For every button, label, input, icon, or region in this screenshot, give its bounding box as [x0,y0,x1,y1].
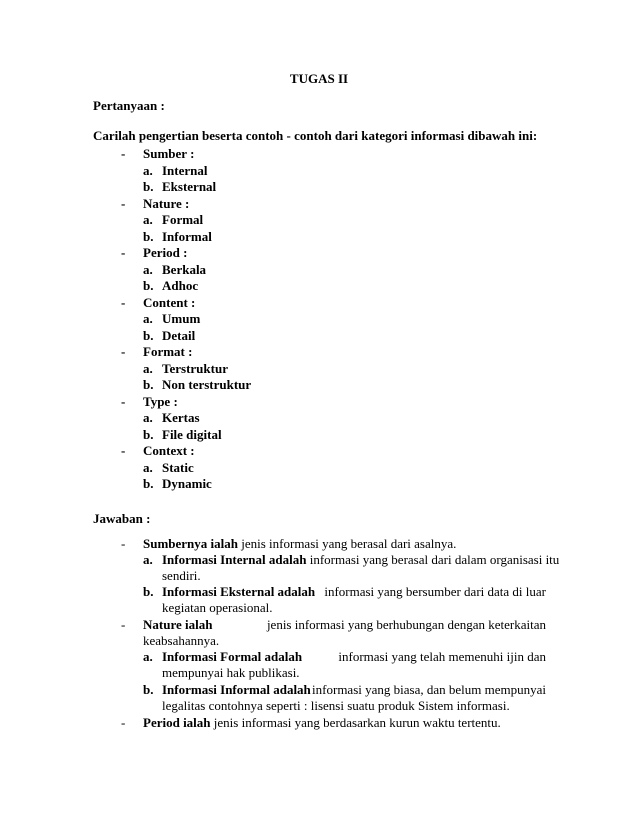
option-b-text: File digital [162,426,222,442]
option-a-text: Umum [162,311,201,326]
answer-nature-text: jenis informasi yang berhubungan dengan keterkaitan [266,617,546,632]
answer-label: a. [143,649,153,664]
option-label: b. [143,179,154,194]
option-a-text: Static [162,459,194,475]
option-label: a. [143,410,153,425]
answer-nature-line1 [143,617,546,633]
document-title: TUGAS II [289,71,349,86]
answer-sumber-b-line2: kegiatan operasional. [162,600,273,615]
answer-period-term: Period ialah [143,715,211,730]
question-bullet: - [121,146,126,161]
question-bullet: - [121,294,126,310]
option-label: a. [143,459,153,475]
answer-sumber-a-text: informasi yang berasal dari dalam organisasi itu [309,552,560,567]
option-a-text: Formal [162,212,204,227]
option-a-text: Berkala [162,261,207,277]
option-label: b. [143,278,154,293]
option-b-text: Dynamic [162,476,212,491]
answer-label: b. [143,584,154,599]
answer-sumber-b-text: informasi yang bersumber dari data di luar [324,584,546,599]
option-b-text: Eksternal [162,179,217,194]
question-heading: Type : [143,393,178,409]
answer-sumber-a-line2: sendiri. [162,568,201,583]
answer-nature-line2: keabsahannya. [143,633,220,648]
option-label: b. [143,327,154,343]
question-heading: Format : [143,344,193,359]
option-label: b. [143,228,154,244]
question-bullet: - [121,245,126,260]
option-b-text: Informal [162,228,212,244]
option-label: a. [143,212,153,227]
question-heading: Context : [143,443,195,458]
answer-nature-b-text: informasi yang biasa, dan belum mempunyai [312,682,546,697]
option-label: a. [143,261,153,277]
answer-nature-term: Nature ialah [143,617,213,632]
option-a-text: Kertas [162,410,200,425]
answer-bullet: - [121,536,126,551]
answer-nature-a-text: informasi yang telah memenuhi ijin dan [338,649,546,664]
question-heading: Period : [143,245,188,260]
option-label: a. [143,162,153,178]
answer-label: a. [143,552,153,567]
option-label: b. [143,426,154,442]
answer-nature-a-term: Informasi Formal adalah [162,649,303,664]
answer-nature-a-line1 [162,649,546,665]
answer-nature-a-line2: mempunyai hak publikasi. [162,665,300,680]
option-b-text: Adhoc [162,278,199,293]
question-heading: Content : [143,294,196,310]
option-label: b. [143,476,154,491]
answer-nature-b-line1 [162,682,546,698]
answer-nature-b-line2: legalitas contohnya seperti : lisensi suatu produk Sistem informasi. [162,698,510,713]
answer-sumber-a-term: Informasi Internal adalah [162,552,307,567]
option-label: a. [143,360,153,376]
option-a-text: Internal [162,162,208,178]
answer-bullet: - [121,715,126,730]
option-b-text: Non terstruktur [162,377,252,392]
answer-period [143,715,501,731]
answer-sumber-a-line1 [162,552,560,568]
question-bullet: - [121,443,126,458]
answer-sumber-b-term: Informasi Eksternal adalah [162,584,316,599]
question-bullet: - [121,344,126,359]
jawaban-label: Jawaban : [93,511,151,526]
answer-label: b. [143,682,154,697]
answer-nature-b-term: Informasi Informal adalah [162,682,311,697]
question-bullet: - [121,393,126,409]
answer-bullet: - [121,617,126,632]
question-heading: Nature : [143,195,190,211]
answer-sumber-b-line1 [162,584,546,600]
answer-sumber-text: jenis informasi yang berasal dari asalnya. [241,536,457,551]
question-heading: Sumber : [143,146,195,161]
answer-sumber [143,536,456,552]
option-a-text: Terstruktur [162,360,228,376]
pertanyaan-label: Pertanyaan : [93,98,165,113]
question-bullet: - [121,195,126,211]
option-label: a. [143,311,153,326]
option-b-text: Detail [162,327,196,343]
answer-sumber-term: Sumbernya ialah [143,536,238,551]
option-label: b. [143,377,154,392]
answer-period-text: jenis informasi yang berdasarkan kurun waktu tertentu. [213,715,501,730]
instruction-text: Carilah pengertian beserta contoh - contoh dari kategori informasi dibawah ini: [93,128,538,143]
